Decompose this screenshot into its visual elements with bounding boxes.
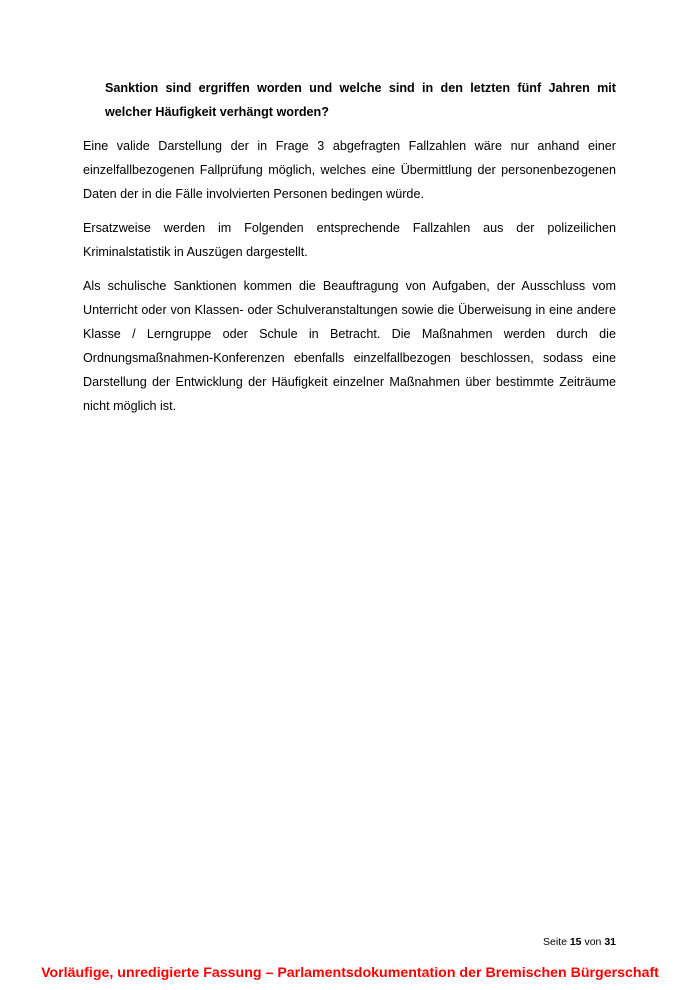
page-current: 15 xyxy=(569,936,582,948)
page-number xyxy=(543,935,616,949)
answer-paragraph-1: Eine valide Darstellung der in Frage 3 abgefragten Fallzahlen wäre nur anhand einer einzelfallbezogenen Fallprüfung möglich, welches eine Übermittlung der personenbezogenen Daten der in die Fälle involvierten Personen bedingen würde. xyxy=(83,139,616,201)
question-text: Sanktion sind ergriffen worden und welche sind in den letzten fünf Jahren mit welcher Häufigkeit verhängt worden? xyxy=(105,81,616,119)
draft-notice: Vorläufige, unredigierte Fassung – Parlamentsdokumentation der Bremischen Bürgerschaft xyxy=(41,965,659,981)
page-content xyxy=(83,76,616,428)
answer-paragraph-2: Ersatzweise werden im Folgenden entsprechende Fallzahlen aus der polizeilichen Kriminalstatistik in Auszügen dargestellt. xyxy=(83,221,616,259)
page-prefix: Seite xyxy=(542,936,567,948)
page-separator: von xyxy=(584,936,602,948)
page-total: 31 xyxy=(604,936,616,948)
answer-paragraph-3: Als schulische Sanktionen kommen die Beauftragung von Aufgaben, der Ausschluss vom Unterricht oder von Klassen- oder Schulveranstaltungen sowie die Überweisung in eine andere Klasse / Lerngruppe oder Schule in Betracht. Die Maßnahmen werden durch die Ordnungsmaßnahmen-Konferenzen ebenfalls einzelfallbezogen beschlossen, sodass eine Darstellung der Entwicklung der Häufigkeit einzelner Maßnahmen über bestimmte Zeiträume nicht möglich ist. xyxy=(83,279,616,413)
